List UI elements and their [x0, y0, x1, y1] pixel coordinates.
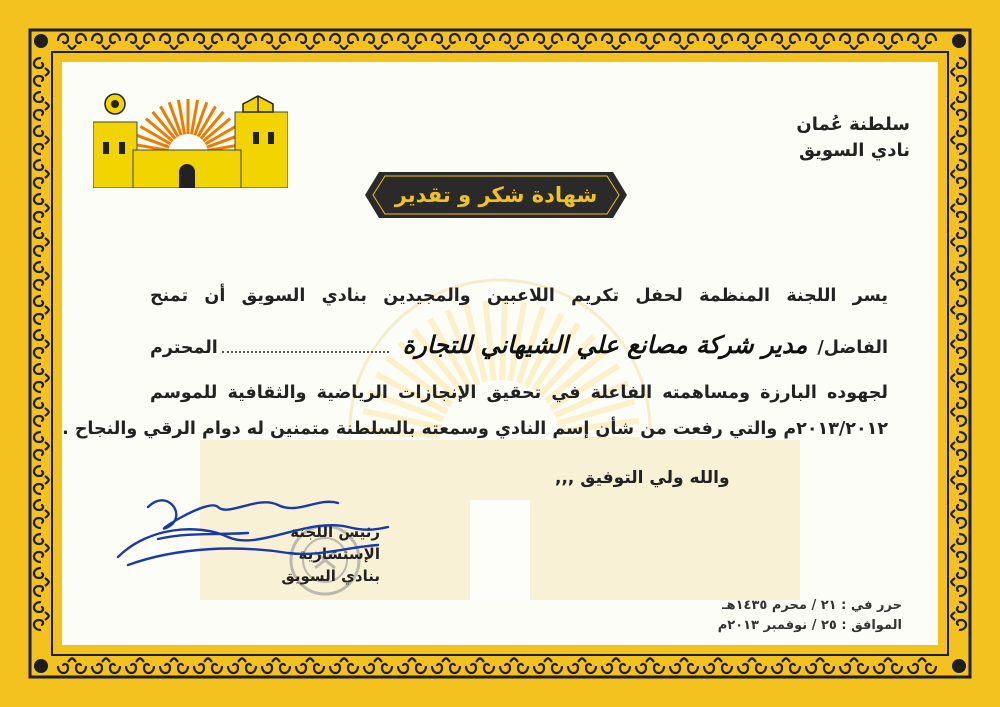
country-name: سلطنة عُمان — [796, 114, 910, 135]
body-line-3: لجهوده البارزة ومساهمته الفاعلة في تحقيق الإنجازات الرياضية والثقافية للموسم — [150, 383, 888, 403]
certificate-title: شهادة شكر و تقدير — [394, 183, 598, 207]
body-line-1: يسر اللجنة المنظمة لحفل تكريم اللاعبين والمجيدين بنادي السويق أن تمنح — [150, 286, 888, 306]
recipient-prefix: الفاضل/ — [817, 338, 888, 358]
dotted-line — [222, 337, 389, 353]
body-line-4: ٢٠١٣/٢٠١٢م والتي رفعت من شأن إسم النادي وسمعته بالسلطنة متمنين له دوام الرقي والنجاح . — [62, 419, 888, 439]
gregorian-date: الموافق : ٢٥ / نوفمبر ٢٠١٣م — [717, 618, 902, 633]
closing-phrase: والله ولي التوفيق ,,, — [555, 468, 730, 488]
hijri-date: حرر في : ٢١ / محرم ١٤٣٥هـ — [722, 598, 902, 613]
recipient-line — [150, 330, 888, 359]
signature — [108, 487, 398, 577]
club-logo — [93, 92, 288, 188]
recipient-name: مدير شركة مصانع علي الشيهاني للتجارة — [402, 330, 808, 359]
issue-dates — [640, 596, 902, 636]
signatory-club: بنادي السويق — [281, 567, 380, 585]
club-name: نادي السويق — [798, 140, 910, 161]
organization-name — [796, 112, 910, 164]
recipient-suffix: المحترم — [150, 338, 218, 358]
signatory-role: رئيس اللجنة الإستشارية — [290, 523, 380, 563]
